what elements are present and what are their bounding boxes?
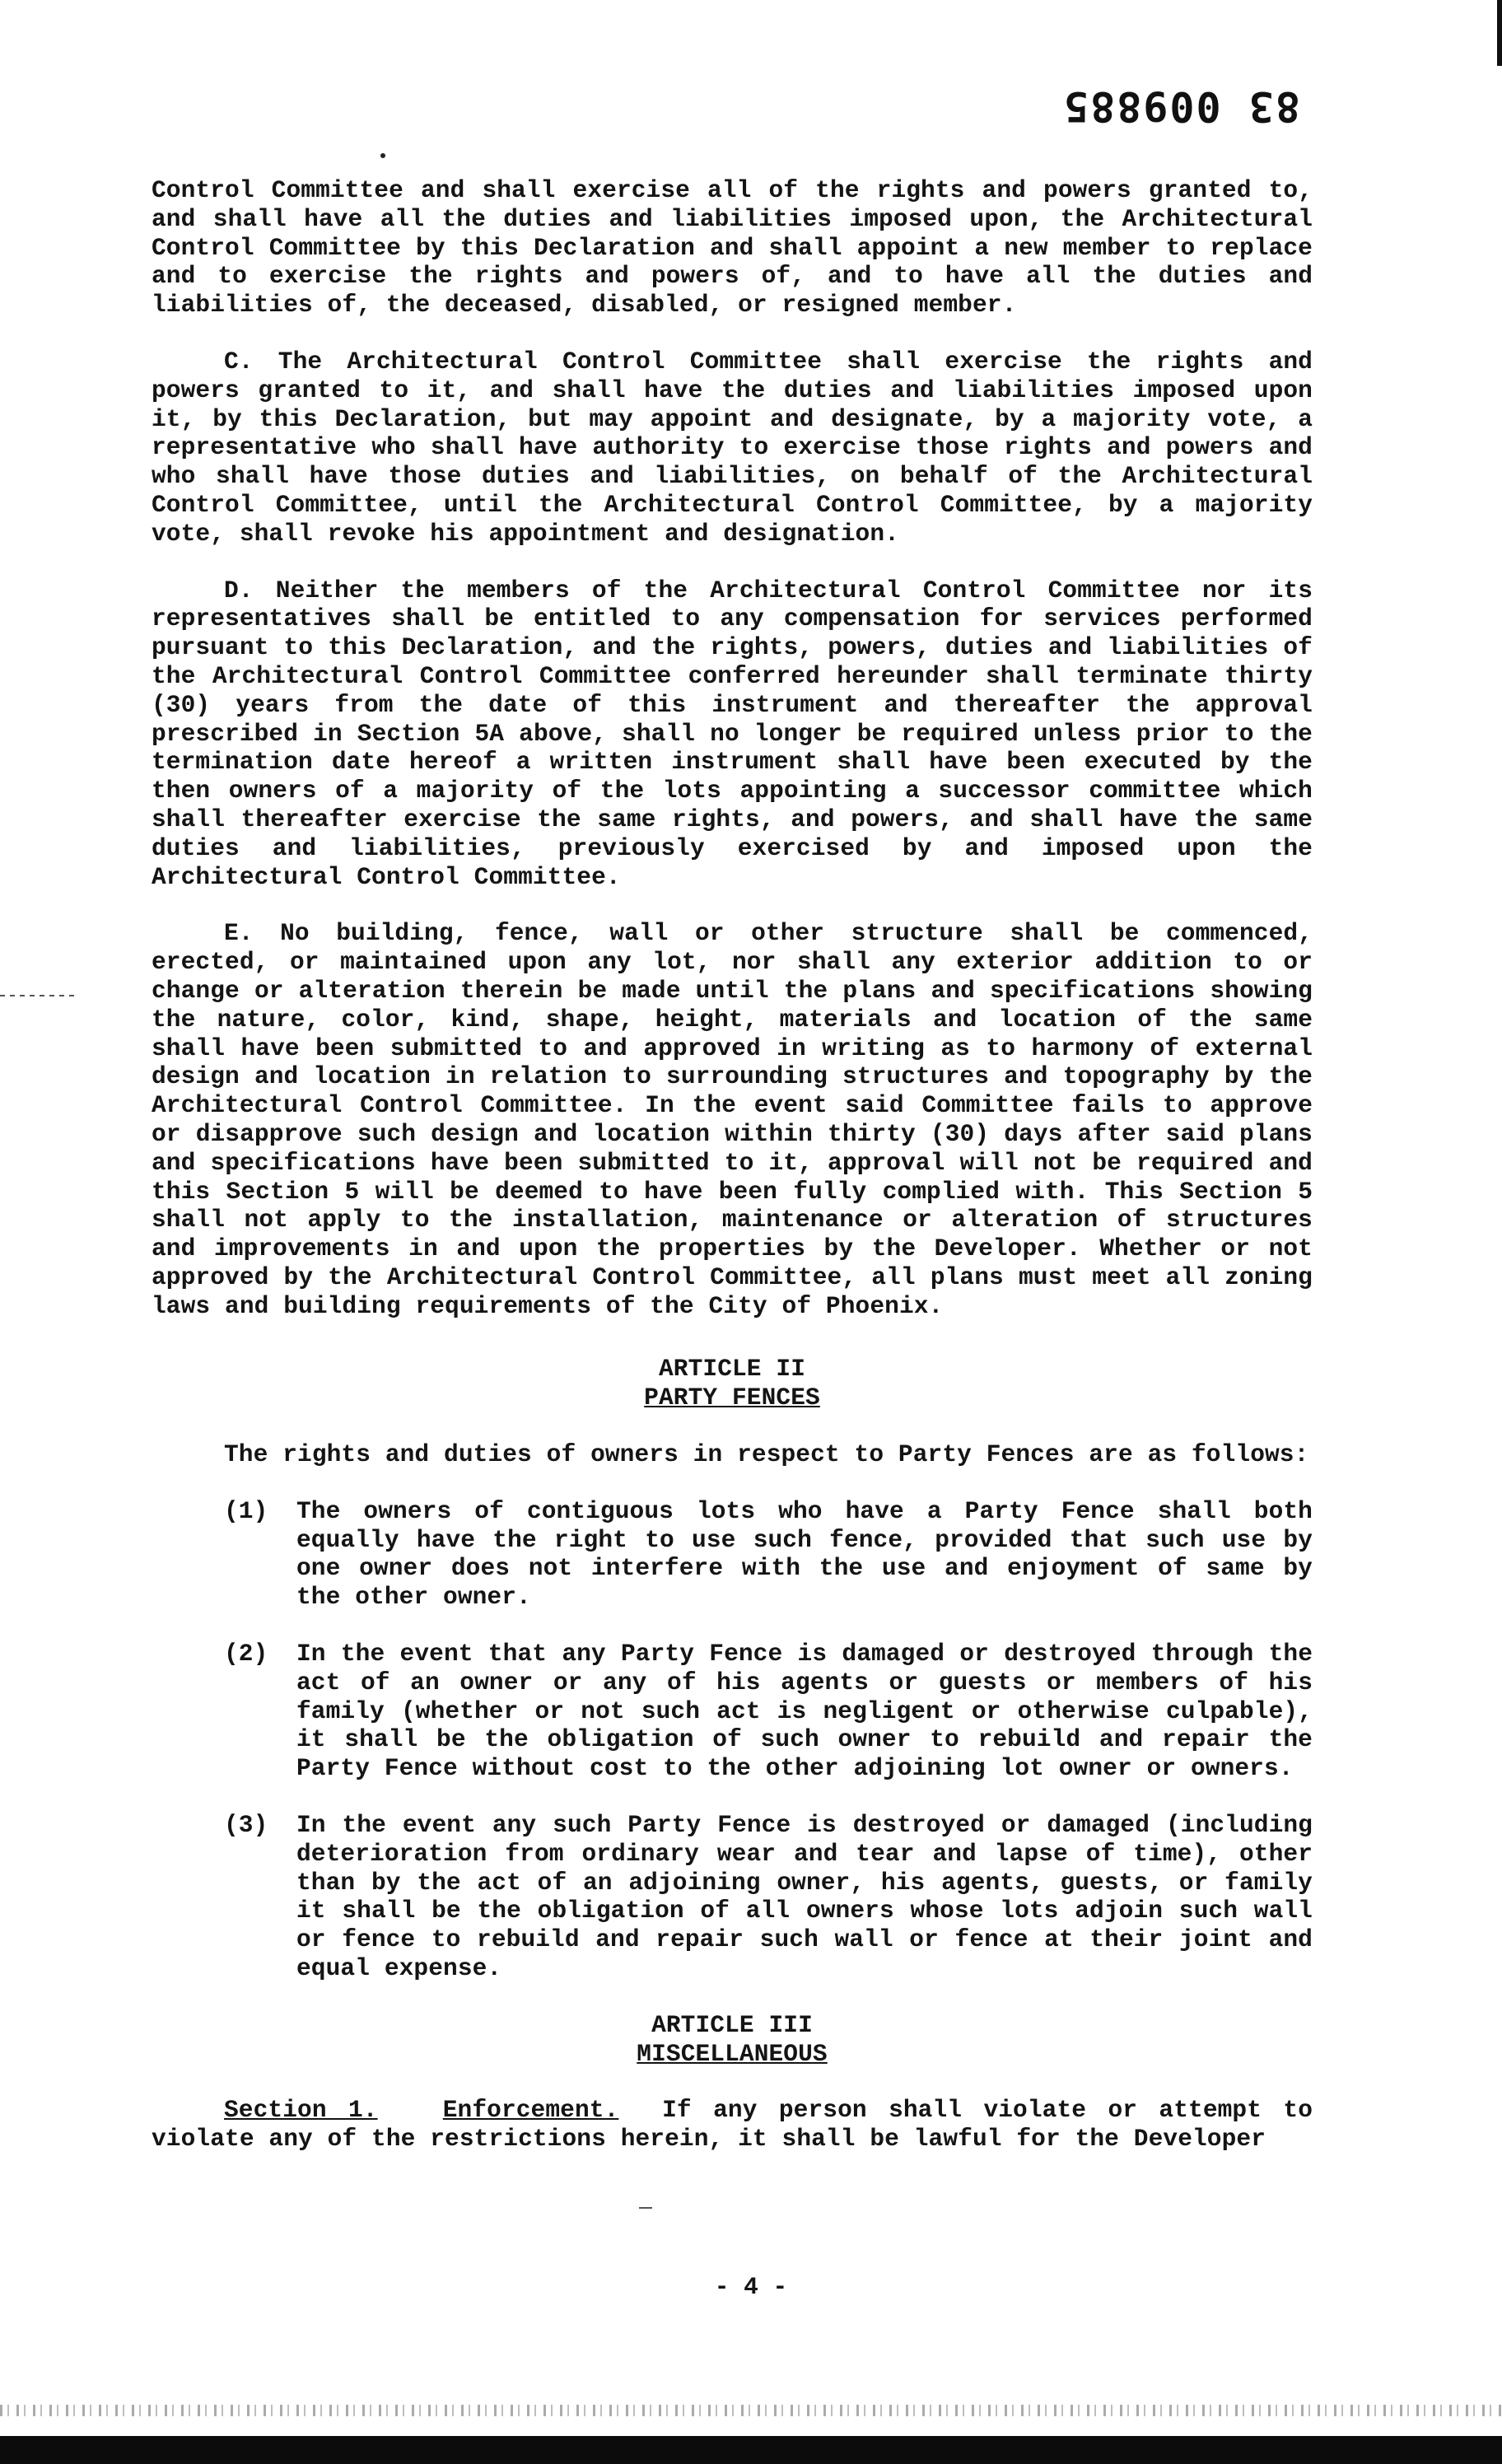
list-item	[224, 1811, 1313, 1983]
list-item-number: (2)	[224, 1640, 268, 1668]
scan-edge-mark	[1497, 0, 1502, 66]
document-body	[152, 176, 1313, 2154]
article-3-heading	[152, 2011, 1313, 2069]
page-number: - 4 -	[714, 2273, 788, 2301]
article-2-subtitle: PARTY FENCES	[644, 1384, 820, 1412]
article-3-subtitle: MISCELLANEOUS	[637, 2039, 828, 2068]
article-2-intro: The rights and duties of owners in respect to Party Fences are as follows:	[224, 1440, 1309, 1469]
list-item-text: In the event any such Party Fence is destroyed or damaged (including deterioration from ordinary wear and tear and lapse of time), other than by the act of an adjoining owner, his agents, guests, or family it shall be the obligation of all owners whose lots adjoin such wall or fence to rebuild and repair such wall or fence at their joint and equal expense.	[296, 1811, 1313, 1983]
section-1-enforcement	[152, 2096, 1313, 2154]
article-2-heading	[152, 1355, 1313, 1412]
paragraph-continuation: Control Committee and shall exercise all of the rights and powers granted to, and shall have all the duties and liabilities imposed upon, the Architectural Control Committee by this Declaration and shall appoint a new member to replace and to exercise the rights and powers of, and to have all the duties and liabilities of, the deceased, disabled, or resigned member.	[152, 176, 1313, 320]
recording-number: 83 009885	[1062, 82, 1300, 130]
stray-mark	[639, 2207, 652, 2209]
list-item-text: The owners of contiguous lots who have a Party Fence shall both equally have the right to use such fence, provided that such use by one owner does not interfere with the use and enjoyment of same by the other owner.	[296, 1496, 1313, 1612]
section-title: Enforcement.	[442, 2096, 619, 2125]
list-item-number: (1)	[224, 1496, 268, 1525]
scan-bottom-edge	[0, 2436, 1502, 2464]
article-2-title: ARTICLE II	[658, 1355, 806, 1384]
list-item-text: In the event that any Party Fence is damaged or destroyed through the act of an owner or any of his agents or guests or members of his family (whether or not such act is negligent or otherwise culpable), it shall be the obligation of such owner to rebuild and repair the Party Fence without cost to the other adjoining lot owner or owners.	[296, 1640, 1313, 1783]
stray-mark	[380, 153, 385, 158]
paragraph-c: C. The Architectural Control Committee shall exercise the rights and powers granted to it, and shall have the duties and liabilities imposed upon it, by this Declaration, but may appoint and designate, by a majority vote, a representative who shall have authority to exercise those rights and powers and who shall have those duties and liabilities, on behalf of the Architectural Control Committee, until the Architectural Control Committee, by a majority vote, shall revoke his appointment and designation.	[152, 347, 1313, 548]
paragraph-e: E. No building, fence, wall or other structure shall be commenced, erected, or maintained upon any lot, nor shall any exterior addition to or change or alteration therein be made until the plans and specifications showing the nature, color, kind, shape, height, materials and location of the same shall have been submitted to and approved in writing as to harmony of external design and location in relation to surrounding structures and topography by the Architectural Control Committee. In the event said Committee fails to approve or disapprove such design and location within thirty (30) days after said plans and specifications have been submitted to it, approval will not be required and this Section 5 will be deemed to have been fully complied with. This Section 5 shall not apply to the installation, maintenance or alteration of structures and improvements in and upon the properties by the Developer. Whether or not approved by the Architectural Control Committee, all plans must meet all zoning laws and building requirements of the City of Phoenix.	[152, 919, 1313, 1320]
list-item	[224, 1640, 1313, 1783]
margin-mark	[0, 995, 76, 996]
list-item-number: (3)	[224, 1811, 268, 1840]
paragraph-d: D. Neither the members of the Architectural Control Committee nor its representatives shall be entitled to any compensation for services performed pursuant to this Declaration, and the rights, powers, duties and liabilities of the Architectural Control Committee conferred hereunder shall terminate thirty (30) years from the date of this instrument and thereafter the approval prescribed in Section 5A above, shall no longer be required unless prior to the termination date hereof a written instrument shall have been executed by the then owners of a majority of the lots appointing a successor committee which shall thereafter exercise the same rights, and powers, and shall have the same duties and liabilities, previously exercised by and imposed upon the Architectural Control Committee.	[152, 576, 1313, 891]
list-item	[224, 1497, 1313, 1612]
scan-noise-strip	[0, 2405, 1502, 2416]
article-3-title: ARTICLE III	[651, 2010, 813, 2039]
section-label: Section 1.	[224, 2096, 378, 2125]
section-text: If any person shall violate or attempt to violate any of the restrictions herein, it shall be lawful for the Developer	[152, 2096, 1313, 2154]
